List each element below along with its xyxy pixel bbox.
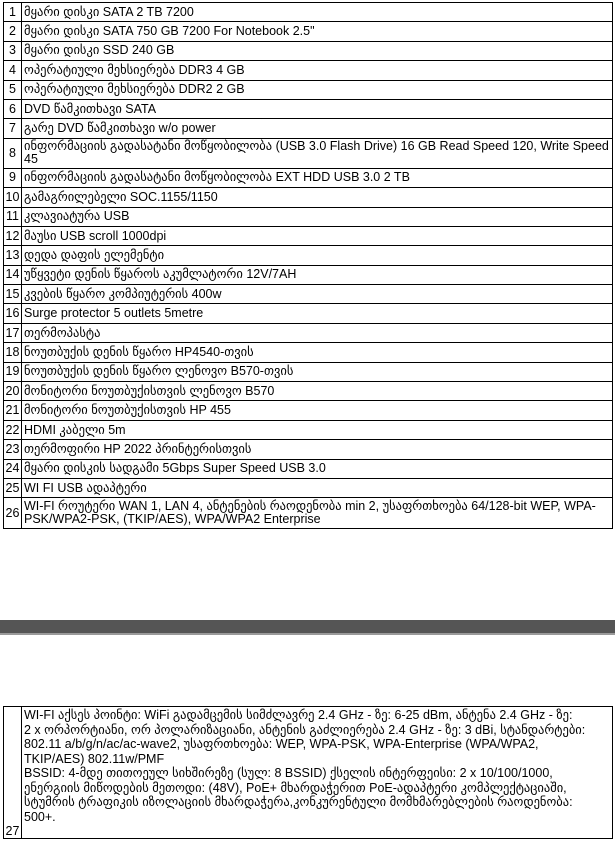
table-row (4, 478, 613, 497)
row-number: 3 (4, 41, 22, 60)
description-line: 500+. (24, 809, 56, 824)
row-description: WI-FI როუტერი WAN 1, LAN 4, ანტენების რაოდენობა min 2, უსაფრთხოება 64/128-bit WEP, WPA-PSK/WPA2-PSK, (TKIP/AES), WPA/WPA2 Enterprise (22, 498, 613, 529)
row-number: 19 (4, 362, 22, 381)
items-table-body (4, 3, 613, 529)
table-row (4, 61, 613, 80)
row-number: 4 (4, 61, 22, 80)
row-description: კვების წყარო კომპიუტერის 400w (22, 285, 613, 304)
table-row (4, 265, 613, 284)
row-number: 6 (4, 99, 22, 118)
row-description: ინფორმაციის გადასატანი მოწყობილობა (USB 3.0 Flash Drive) 16 GB Read Speed 120, Write Speed 45 (22, 138, 613, 168)
row-number: 14 (4, 265, 22, 284)
row-number: 27 (4, 707, 22, 839)
items-table-body-2 (4, 707, 613, 839)
row-number: 22 (4, 420, 22, 439)
table-row (4, 343, 613, 362)
row-number: 20 (4, 382, 22, 401)
description-line: TKIP/AES) 802.11w/PMF (24, 751, 165, 766)
row-description: გამაგრილებელი SOC.1155/1150 (22, 188, 613, 207)
row-description: მყარი დისკის სადგამი 5Gbps Super Speed USB 3.0 (22, 459, 613, 478)
table-row (4, 498, 613, 529)
row-number: 7 (4, 119, 22, 138)
row-number: 2 (4, 22, 22, 41)
row-description: თერმოფირი HP 2022 პრინტერისთვის (22, 440, 613, 459)
table-row (4, 285, 613, 304)
table-row (4, 304, 613, 323)
items-table-page-1 (3, 2, 613, 529)
row-description: ნოუთბუქის დენის წყარო ლენოვო B570-თვის (22, 362, 613, 381)
row-description: გარე DVD წამკითხავი w/o power (22, 119, 613, 138)
row-description: HDMI კაბელი 5m (22, 420, 613, 439)
table-row (4, 401, 613, 420)
table-row (4, 362, 613, 381)
row-number: 17 (4, 323, 22, 342)
table-row (4, 188, 613, 207)
description-line: 802.11 a/b/g/n/ac/ac-wave2, უსაფრთხოება: WEP, WPA-PSK, WPA-Enterprise (WPA/WPA2, (24, 737, 539, 751)
description-line: სტუმრის ტრაფიკის იზოლაციის მხარდაჭერა,კონკურენტული მომხმარებლების რაოდენობა: (24, 795, 573, 809)
row-description: ინფორმაციის გადასატანი მოწყობილობა EXT HDD USB 3.0 2 TB (22, 168, 613, 187)
table-row (4, 459, 613, 478)
row-number: 10 (4, 188, 22, 207)
row-description: მაუსი USB scroll 1000dpi (22, 226, 613, 245)
row-description: ოპერატიული მეხსიერება DDR2 2 GB (22, 80, 613, 99)
description-line: ენერგიის მიწოდების მეთოდი: (48V), PoE+ მხარდაჭერით PoE-ადაპტერი კომპლექტაციაში, (24, 780, 567, 795)
row-number: 8 (4, 138, 22, 168)
row-description: უწყვეტი დენის წყაროს აკუმლატორი 12V/7AH (22, 265, 613, 284)
row-description: მონიტორი ნოუთბუქისთვის HP 455 (22, 401, 613, 420)
row-number: 5 (4, 80, 22, 99)
table-row (4, 382, 613, 401)
row-number: 16 (4, 304, 22, 323)
row-number: 13 (4, 246, 22, 265)
row-number: 25 (4, 478, 22, 497)
row-description: მყარი დისკი SSD 240 GB (22, 41, 613, 60)
page-separator (0, 620, 615, 634)
row-number: 23 (4, 440, 22, 459)
table-row (4, 323, 613, 342)
row-number: 12 (4, 226, 22, 245)
row-description: კლავიატურა USB (22, 207, 613, 226)
row-number: 26 (4, 498, 22, 529)
table-row (4, 420, 613, 439)
table-row (4, 707, 613, 839)
row-description: ოპერატიული მეხსიერება DDR3 4 GB (22, 61, 613, 80)
row-number: 21 (4, 401, 22, 420)
table-row (4, 168, 613, 187)
table-row (4, 246, 613, 265)
row-description: Surge protector 5 outlets 5metre (22, 304, 613, 323)
table-row (4, 207, 613, 226)
table-row (4, 226, 613, 245)
row-number: 11 (4, 207, 22, 226)
items-table-page-2 (3, 706, 613, 839)
row-number: 18 (4, 343, 22, 362)
description-line: WI-FI აქსეს პოინტი: WiFi გადამცემის სიმძლავრე 2.4 GHz - ზე: 6-25 dBm, ანტენა 2.4 GHz - ზე: (24, 708, 573, 722)
row-description: WI FI USB ადაპტერი (22, 478, 613, 497)
row-description (22, 707, 613, 839)
row-description: მონიტორი ნოუთბუქისთვის ლენოვო B570 (22, 382, 613, 401)
description-line: 2 x ორპორტიანი, ორ პოლარიზაციანი, ანტენის გაძლიერება 2.4 GHz - ზე: 3 dBi, სტანდარტები: (24, 722, 586, 737)
row-description: დედა დაფის ელემენტი (22, 246, 613, 265)
row-description: ნოუთბუქის დენის წყარო HP4540-თვის (22, 343, 613, 362)
table-row (4, 22, 613, 41)
table-row (4, 138, 613, 168)
description-line: BSSID: 4-მდე თითოეულ სიხშირეზე (სულ: 8 BSSID) ქსელის ინტერფეისი: 2 x 10/100/1000, (24, 766, 553, 780)
row-description: მყარი დისკი SATA 750 GB 7200 For Notebook 2.5" (22, 22, 613, 41)
table-row (4, 440, 613, 459)
row-number: 9 (4, 168, 22, 187)
table-row (4, 80, 613, 99)
row-description: თერმოპასტა (22, 323, 613, 342)
row-description: მყარი დისკი SATA 2 TB 7200 (22, 3, 613, 22)
row-number: 1 (4, 3, 22, 22)
table-row (4, 41, 613, 60)
table-row (4, 3, 613, 22)
row-number: 15 (4, 285, 22, 304)
row-description: DVD წამკითხავი SATA (22, 99, 613, 118)
row-number: 24 (4, 459, 22, 478)
table-row (4, 99, 613, 118)
table-row (4, 119, 613, 138)
